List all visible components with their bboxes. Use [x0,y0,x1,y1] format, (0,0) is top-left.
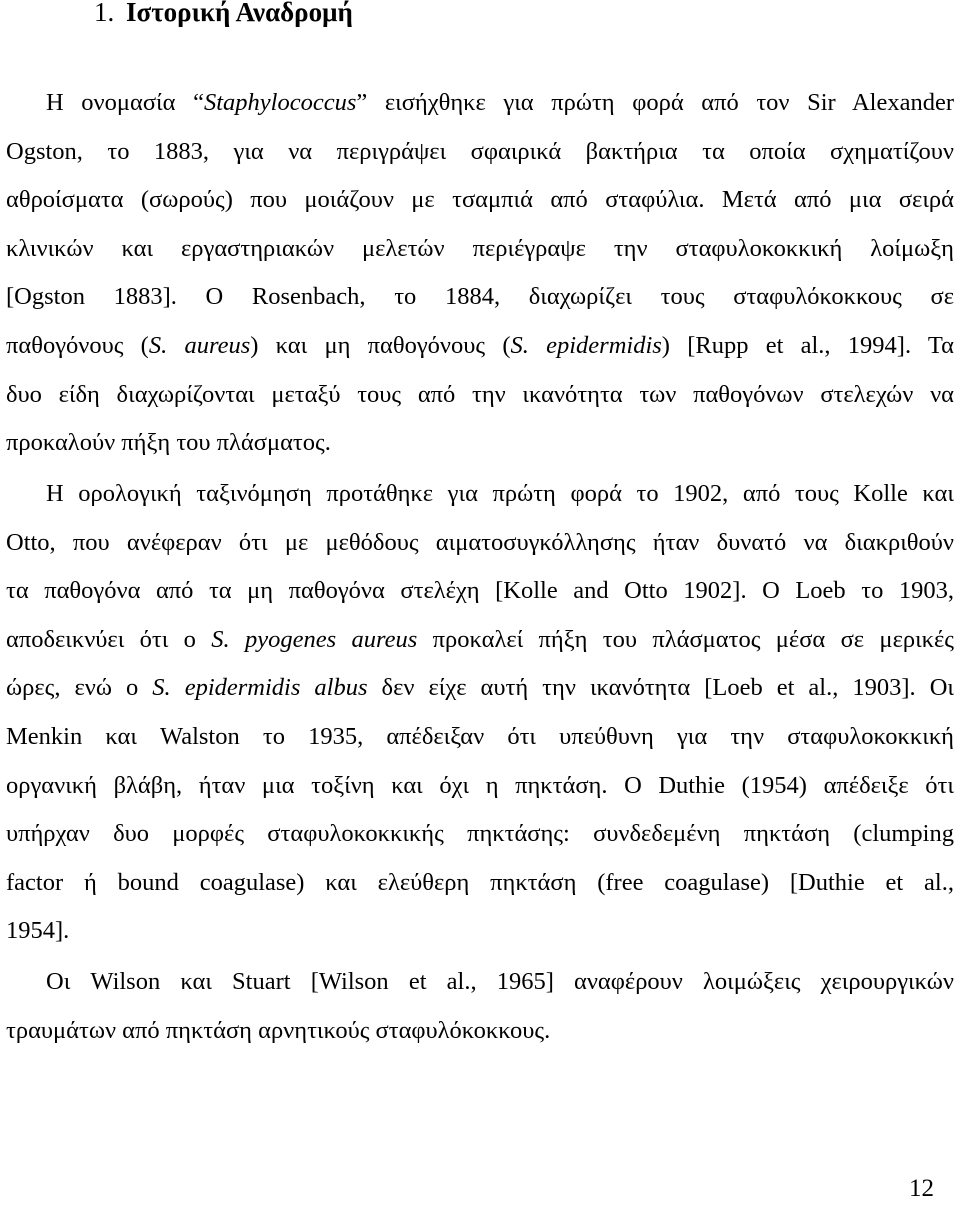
text-segment: τραυμάτων από πηκτάση αρνητικούς σταφυλόκοκκους. [6,1016,551,1044]
text-line [6,958,954,1007]
text-segment: Ogston, το 1883, για να περιγράψει σφαιρικά βακτήρια τα οποία σχηματίζουν [6,137,954,165]
text-segment: ) και μη παθογόνους ( [250,331,511,359]
text-segment: δεν είχε αυτή την ικανότητα [Loeb et al., 1903]. Οι [367,674,954,702]
text-line [6,79,954,128]
text-segment: αθροίσματα (σωρούς) που μοιάζουν με τσαμπιά από σταφύλια. Μετά από μια σειρά [6,186,954,214]
text-line [6,322,954,371]
text-segment: Οι Wilson και Stuart [Wilson et al., 1965] αναφέρουν λοιμώξεις χειρουργικών [46,968,954,995]
text-segment: factor ή bound coagulase) και ελεύθερη πηκτάση (free coagulase) [Duthie et al., [6,868,954,896]
text-segment: οργανική βλάβη, ήταν μια τοξίνη και όχι η πηκτάση. Ο Duthie (1954) απέδειξε ότι [6,771,954,799]
text-line [6,664,954,713]
text-line [6,128,954,177]
text-segment: παθογόνους ( [6,331,149,359]
section-heading [94,0,353,30]
text-line [6,810,954,859]
text-line [6,225,954,274]
paragraph-1 [6,79,954,468]
text-segment: ” εισήχθηκε για πρώτη φορά από τον Sir Alexander [356,89,954,116]
page-number: 12 [909,1175,934,1202]
section-number: 1. [94,0,115,27]
text-segment: αποδεικνύει ότι ο [6,625,212,653]
text-line [6,176,954,225]
text-segment: κλινικών και εργαστηριακών μελετών περιέγραψε την σταφυλοκοκκική λοίμωξη [6,234,954,262]
italic-species-name: S. aureus [148,331,251,359]
text-line [6,273,954,322]
text-segment: τα παθογόνα από τα μη παθογόνα στελέχη [Kolle and Otto 1902]. Ο Loeb το 1903, [6,577,954,605]
text-line [6,616,954,665]
text-line [6,567,954,616]
text-line [6,713,954,762]
text-segment: Menkin και Walston το 1935, απέδειξαν ότι υπεύθυνη για την σταφυλοκοκκική [6,722,954,750]
text-segment: 1954]. [6,917,70,945]
text-segment: [Ogston 1883]. Ο Rosenbach, το 1884, διαχωρίζει τους σταφυλόκοκκους σε [6,283,954,311]
italic-species-name: S. epidermidis [510,331,662,359]
text-segment: Η ονομασία “ [46,89,204,116]
paragraph-3 [6,958,954,1055]
text-segment: δυο είδη διαχωρίζονται μεταξύ τους από την ικανότητα των παθογόνων στελεχών να [6,380,954,408]
text-line [6,859,954,908]
text-segment: Otto, που ανέφεραν ότι με μεθόδους αιματοσυγκόλλησης ήταν δυνατό να διακριθούν [6,528,954,556]
text-segment: Η ορολογική ταξινόμηση προτάθηκε για πρώτη φορά το 1902, από τους Kolle και [46,480,954,507]
text-segment: ) [Rupp et al., 1994]. Τα [661,331,954,359]
text-line [6,419,954,468]
text-line [6,470,954,519]
paragraph-2 [6,470,954,956]
italic-species-name: Staphylococcus [203,89,357,116]
italic-species-name: S. epidermidis albus [152,674,368,702]
text-segment: προκαλεί πήξη του πλάσματος μέσα σε μερικές [417,625,955,653]
text-line [6,519,954,568]
section-title: Ιστορική Αναδρομή [126,0,353,27]
text-segment: προκαλούν πήξη του πλάσματος. [6,429,331,457]
text-line [6,1007,954,1056]
text-line [6,907,954,956]
text-line [6,762,954,811]
text-line [6,371,954,420]
text-segment: υπήρχαν δυο μορφές σταφυλοκοκκικής πηκτάσης: συνδεδεμένη πηκτάση (clumping [6,820,954,848]
text-segment: ώρες, ενώ ο [6,674,153,702]
italic-species-name: S. pyogenes aureus [211,625,418,653]
